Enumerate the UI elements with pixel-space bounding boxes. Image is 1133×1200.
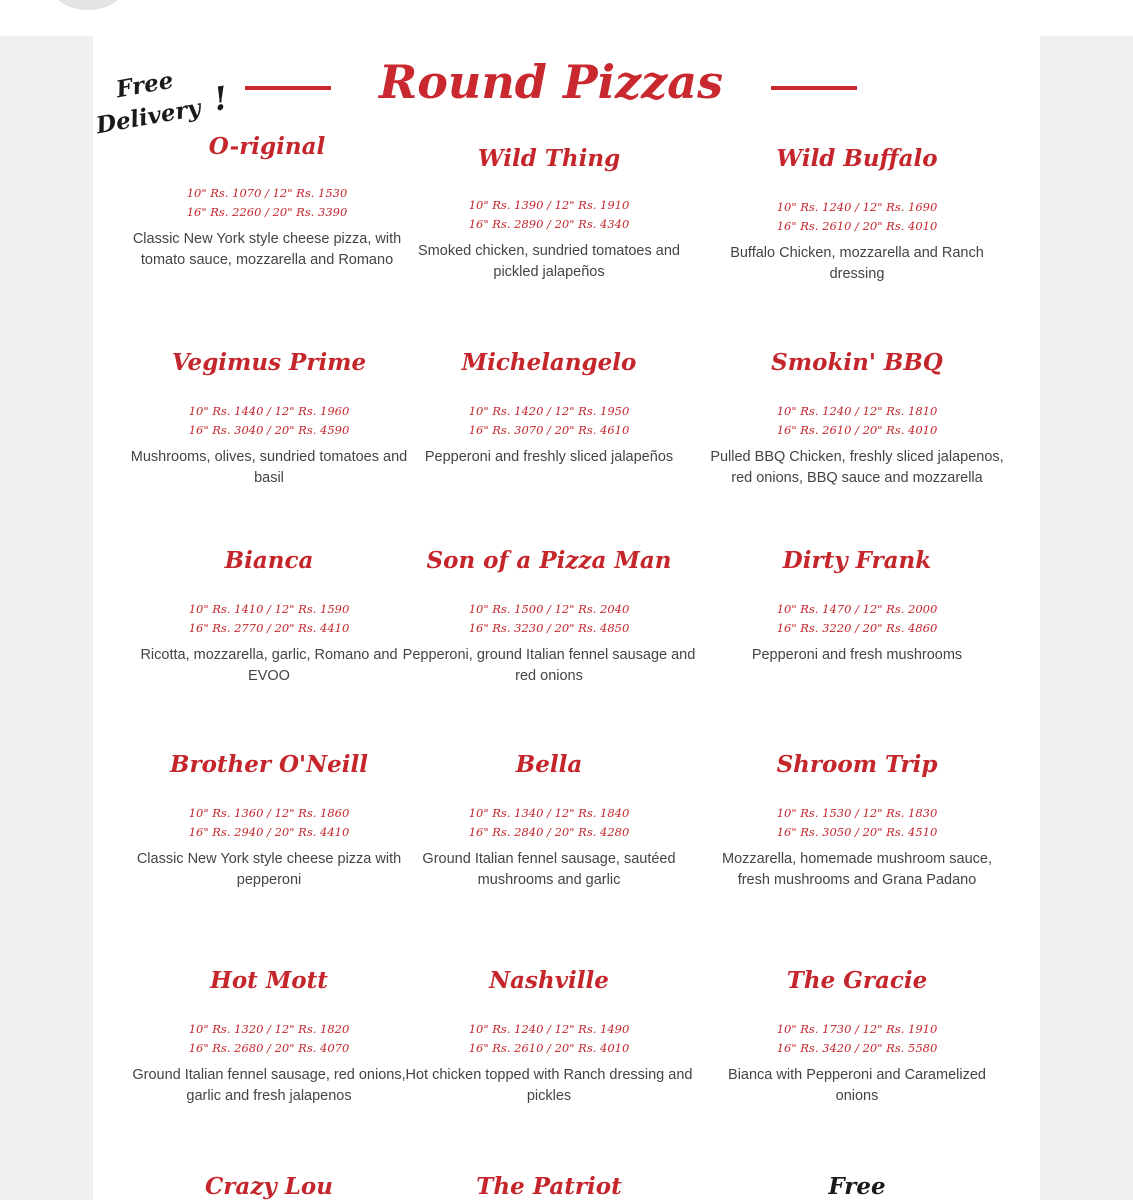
pizza-prices: [119, 1020, 419, 1058]
price-line: 10" Rs. 1360 / 12" Rs. 1860: [188, 806, 350, 820]
price-line: 10" Rs. 1470 / 12" Rs. 2000: [776, 602, 938, 616]
pizza-description: Classic New York style cheese pizza, with tomato sauce, mozzarella and Romano: [132, 231, 402, 268]
pizza-prices: [399, 1020, 699, 1058]
pizza-description: Classic New York style cheese pizza with pepperoni: [136, 851, 402, 888]
pizza-prices: [117, 184, 417, 222]
page-title: Round Pizzas: [379, 55, 723, 109]
price-line: 16" Rs. 3230 / 20" Rs. 4850: [468, 621, 630, 635]
price-line: 16" Rs. 3220 / 20" Rs. 4860: [776, 621, 938, 635]
pizza-description: Bianca with Pepperoni and Caramelized onions: [728, 1067, 986, 1104]
pizza-item: [119, 546, 419, 687]
price-line: 16" Rs. 3040 / 20" Rs. 4590: [188, 423, 350, 437]
price-line: 10" Rs. 1530 / 12" Rs. 1830: [776, 806, 938, 820]
menu-title-block: [245, 50, 857, 120]
pizza-prices: [119, 804, 419, 842]
pizza-item: [399, 966, 699, 1107]
pizza-prices: [707, 1020, 1007, 1058]
pizza-prices: [399, 804, 699, 842]
price-line: 16" Rs. 2610 / 20" Rs. 4010: [776, 423, 938, 437]
pizza-item: [707, 144, 1007, 285]
pizza-prices: [399, 196, 699, 234]
badge-line-1: Free: [114, 66, 176, 104]
pizza-name: Dirty Frank: [782, 547, 932, 574]
pizza-description: Pepperoni and fresh mushrooms: [751, 647, 963, 663]
pizza-name-teaser: Crazy Lou: [205, 1173, 333, 1200]
pizza-description: Hot chicken topped with Ranch dressing and pickles: [405, 1067, 693, 1104]
price-line: 16" Rs. 2840 / 20" Rs. 4280: [468, 825, 630, 839]
price-line: 16" Rs. 2680 / 20" Rs. 4070: [188, 1041, 350, 1055]
pizza-prices: [399, 402, 699, 440]
pizza-prices: [119, 600, 419, 638]
pizza-name: Bella: [515, 751, 583, 778]
pizza-name: Wild Thing: [477, 145, 621, 172]
pizza-name: Bianca: [224, 547, 314, 574]
pizza-name: O-riginal: [208, 133, 326, 160]
pizza-name: Vegimus Prime: [171, 349, 367, 376]
pizza-name: Son of a Pizza Man: [426, 547, 672, 574]
pizza-prices: [119, 402, 419, 440]
price-line: 10" Rs. 1070 / 12" Rs. 1530: [186, 186, 348, 200]
price-line: 16" Rs. 2770 / 20" Rs. 4410: [188, 621, 350, 635]
title-rule-right: [771, 86, 857, 90]
price-line: 10" Rs. 1240 / 12" Rs. 1810: [776, 404, 938, 418]
pizza-name-teaser: The Patriot: [476, 1173, 622, 1200]
pizza-description: Mushrooms, olives, sundried tomatoes and basil: [130, 449, 408, 486]
pizza-prices: [707, 804, 1007, 842]
pizza-item: [707, 348, 1007, 489]
price-line: 10" Rs. 1730 / 12" Rs. 1910: [776, 1022, 938, 1036]
pizza-item: [399, 144, 699, 283]
pizza-name: The Gracie: [786, 967, 928, 994]
pizza-item: [119, 750, 419, 891]
pizza-description: Mozzarella, homemade mushroom sauce, fresh mushrooms and Grana Padano: [722, 851, 992, 888]
badge-exclamation: !: [210, 78, 231, 119]
price-line: 10" Rs. 1420 / 12" Rs. 1950: [468, 404, 630, 418]
price-line: 10" Rs. 1440 / 12" Rs. 1960: [188, 404, 350, 418]
pizza-name: Wild Buffalo: [776, 145, 938, 172]
price-line: 16" Rs. 3070 / 20" Rs. 4610: [468, 423, 630, 437]
price-line: 10" Rs. 1390 / 12" Rs. 1910: [468, 198, 630, 212]
pizza-prices: [707, 600, 1007, 638]
pizza-item: [707, 966, 1007, 1107]
pizza-item: [119, 348, 419, 489]
price-line: 16" Rs. 2890 / 20" Rs. 4340: [468, 217, 630, 231]
pizza-item: [707, 546, 1007, 666]
price-line: 16" Rs. 2610 / 20" Rs. 4010: [776, 219, 938, 233]
pizza-name: Shroom Trip: [776, 751, 938, 778]
pizza-name: Smokin' BBQ: [771, 349, 943, 376]
price-line: 16" Rs. 2610 / 20" Rs. 4010: [468, 1041, 630, 1055]
price-line: 10" Rs. 1320 / 12" Rs. 1820: [188, 1022, 350, 1036]
price-line: 10" Rs. 1240 / 12" Rs. 1490: [468, 1022, 630, 1036]
pizza-item: [399, 348, 699, 468]
pizza-item: [399, 750, 699, 891]
pizza-item: [707, 750, 1007, 891]
pizza-description: Ground Italian fennel sausage, sautéed mushrooms and garlic: [422, 851, 676, 888]
price-line: 10" Rs. 1340 / 12" Rs. 1840: [468, 806, 630, 820]
pizza-description: Buffalo Chicken, mozzarella and Ranch dressing: [730, 245, 984, 282]
avatar[interactable]: [52, 0, 124, 10]
free-delivery-teaser: Free: [828, 1173, 886, 1200]
price-line: 10" Rs. 1240 / 12" Rs. 1690: [776, 200, 938, 214]
pizza-item: [117, 132, 417, 271]
price-line: 16" Rs. 2940 / 20" Rs. 4410: [188, 825, 350, 839]
pizza-prices: [707, 402, 1007, 440]
title-rule-left: [245, 86, 331, 90]
pizza-name: Brother O'Neill: [170, 751, 368, 778]
top-bar: [0, 0, 1133, 36]
pizza-name: Nashville: [489, 967, 609, 994]
badge-line-2: Delivery: [94, 94, 203, 140]
pizza-description: Pepperoni, ground Italian fennel sausage and red onions: [402, 647, 696, 684]
menu-page: [93, 36, 1040, 1200]
pizza-description: Pulled BBQ Chicken, freshly sliced jalapenos, red onions, BBQ sauce and mozzarella: [710, 449, 1004, 486]
price-line: 16" Rs. 2260 / 20" Rs. 3390: [186, 205, 348, 219]
pizza-item: [399, 546, 699, 687]
pizza-description: Pepperoni and freshly sliced jalapeños: [424, 449, 674, 465]
pizza-description: Smoked chicken, sundried tomatoes and pickled jalapeños: [418, 243, 680, 280]
pizza-item: [119, 966, 419, 1107]
price-line: 10" Rs. 1410 / 12" Rs. 1590: [188, 602, 350, 616]
pizza-prices: [399, 600, 699, 638]
pizza-description: Ricotta, mozzarella, garlic, Romano and EVOO: [140, 647, 398, 684]
pizza-description: Ground Italian fennel sausage, red onions, garlic and fresh jalapenos: [132, 1067, 406, 1104]
price-line: 10" Rs. 1500 / 12" Rs. 2040: [468, 602, 630, 616]
pizza-name: Hot Mott: [210, 967, 328, 994]
price-line: 16" Rs. 3420 / 20" Rs. 5580: [776, 1041, 938, 1055]
pizza-name: Michelangelo: [461, 349, 637, 376]
price-line: 16" Rs. 3050 / 20" Rs. 4510: [776, 825, 938, 839]
pizza-prices: [707, 198, 1007, 236]
